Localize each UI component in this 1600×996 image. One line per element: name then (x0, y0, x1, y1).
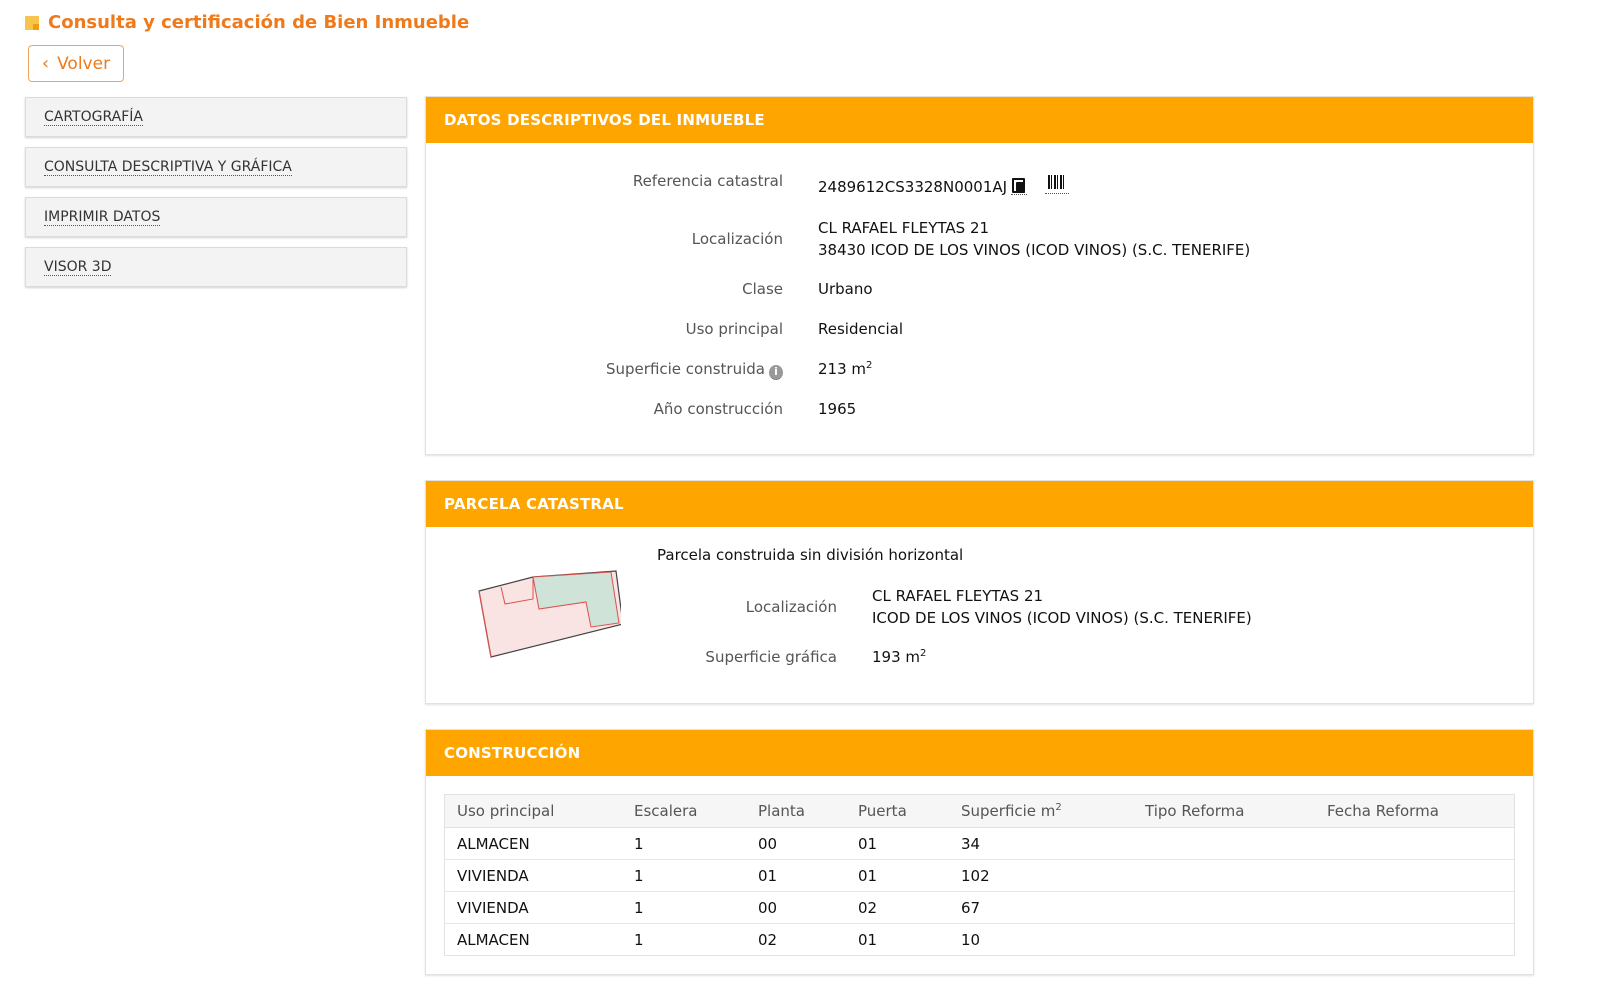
parcela-sup-value (872, 646, 926, 668)
cell-uso: VIVIENDA (445, 860, 623, 892)
col-uso: Uso principal (445, 795, 623, 828)
cell-uso: VIVIENDA (445, 892, 623, 924)
barcode-icon[interactable] (1045, 175, 1069, 194)
parcela-sup-number: 193 m (872, 648, 921, 666)
cell-escalera: 1 (634, 930, 644, 949)
cell-superficie: 67 (949, 892, 1133, 924)
sup-construida-label: Superficie construida (606, 360, 765, 378)
ref-label: Referencia catastral (632, 172, 783, 190)
cell-planta: 00 (746, 828, 846, 860)
cell-puerta: 01 (858, 930, 878, 949)
cell-fecha-reforma (1315, 892, 1515, 924)
cell-puerta: 01 (846, 828, 949, 860)
cell-superficie: 10 (961, 930, 981, 949)
table-row (445, 892, 1515, 924)
ano-value: 1965 (818, 400, 857, 418)
cell-puerta: 01 (846, 860, 949, 892)
sidebar-item-imprimir-datos[interactable] (25, 197, 407, 237)
construccion-panel (425, 729, 1534, 975)
cell-escalera: 1 (622, 860, 746, 892)
sup-construida-value (818, 358, 872, 380)
title-square-icon (25, 16, 39, 30)
clase-label: Clase (742, 280, 783, 298)
ref-value: 2489612CS3328N0001AJ (818, 178, 1008, 196)
cell-tipo-reforma (1133, 892, 1315, 924)
cell-planta: 01 (746, 860, 846, 892)
cell-planta: 02 (758, 930, 778, 949)
ano-label: Año construcción (653, 400, 783, 418)
sidebar-item-label[interactable]: CONSULTA DESCRIPTIVA Y GRÁFICA (44, 158, 292, 175)
parcela-loc-line-1: CL RAFAEL FLEYTAS 21 (872, 587, 1044, 605)
cell-uso: ALMACEN (457, 930, 530, 949)
cell-escalera: 1 (622, 828, 746, 860)
col-tipo-reforma: Tipo Reforma (1133, 795, 1315, 828)
parcela-loc-line-2: ICOD DE LOS VINOS (ICOD VINOS) (S.C. TENERIFE) (872, 609, 1252, 627)
cell-puerta: 02 (846, 892, 949, 924)
parcel-map-thumbnail[interactable] (471, 569, 621, 661)
panel-header: PARCELA CATASTRAL (426, 481, 1533, 527)
cell-superficie: 102 (949, 860, 1133, 892)
parcela-subtitle: Parcela construida sin división horizontal (657, 546, 964, 564)
table-row (445, 828, 1515, 860)
cell-escalera: 1 (622, 892, 746, 924)
cell-tipo-reforma (1133, 860, 1315, 892)
col-planta: Planta (746, 795, 846, 828)
loc-line-1: CL RAFAEL FLEYTAS 21 (818, 219, 990, 237)
sup-construida-label-row (426, 360, 783, 380)
parcela-sup-unit-exp: 2 (920, 648, 927, 659)
page-title-text: Consulta y certificación de Bien Inmueble (48, 12, 470, 33)
col-puerta: Puerta (846, 795, 949, 828)
uso-value: Residencial (818, 320, 903, 338)
page-title (25, 12, 469, 33)
sup-construida-number: 213 m (818, 360, 867, 378)
cell-tipo-reforma (1133, 828, 1315, 860)
sidebar-item-label[interactable]: IMPRIMIR DATOS (44, 208, 161, 225)
table-row (445, 860, 1515, 892)
info-icon[interactable]: i (769, 365, 783, 380)
cell-uso: ALMACEN (445, 828, 623, 860)
parcela-catastral-panel (425, 480, 1534, 704)
cell-fecha-reforma (1315, 924, 1515, 956)
table-row (445, 924, 1515, 956)
col-fecha-reforma: Fecha Reforma (1315, 795, 1515, 828)
construccion-table (444, 794, 1515, 956)
loc-line-2: 38430 ICOD DE LOS VINOS (ICOD VINOS) (S.C. TENERIFE) (818, 241, 1251, 259)
cell-fecha-reforma (1315, 828, 1515, 860)
sidebar-item-consulta-descriptiva[interactable] (25, 147, 407, 187)
sidebar-item-label[interactable]: CARTOGRAFÍA (44, 108, 143, 125)
cell-tipo-reforma (1133, 924, 1315, 956)
datos-descriptivos-panel (425, 96, 1534, 455)
col-superficie-unit-exp: 2 (1055, 802, 1062, 813)
panel-header: DATOS DESCRIPTIVOS DEL INMUEBLE (426, 97, 1533, 143)
uso-label: Uso principal (685, 320, 783, 338)
loc-value (818, 217, 1250, 261)
sidebar-item-label[interactable]: VISOR 3D (44, 258, 112, 275)
copy-icon[interactable] (1011, 178, 1027, 195)
back-button-label: Volver (57, 53, 111, 74)
col-superficie-label: Superficie m (961, 802, 1056, 820)
parcela-loc-value (872, 585, 1252, 629)
back-button[interactable] (28, 45, 124, 82)
panel-header: CONSTRUCCIÓN (426, 730, 1533, 776)
cell-fecha-reforma (1315, 860, 1515, 892)
parcela-sup-label: Superficie gráfica (705, 648, 837, 666)
sup-construida-unit-exp: 2 (866, 360, 873, 371)
sidebar-item-cartografia[interactable] (25, 97, 407, 137)
col-superficie (949, 795, 1133, 828)
sidebar (25, 97, 407, 297)
chevron-left-icon: ‹ (41, 52, 50, 74)
cell-planta: 00 (746, 892, 846, 924)
loc-label: Localización (691, 230, 783, 248)
table-header-row (445, 795, 1515, 828)
clase-value: Urbano (818, 280, 873, 298)
cell-superficie: 34 (949, 828, 1133, 860)
col-escalera: Escalera (622, 795, 746, 828)
parcela-loc-label: Localización (745, 598, 837, 616)
ref-value-row (818, 175, 1069, 198)
sidebar-item-visor-3d[interactable] (25, 247, 407, 287)
